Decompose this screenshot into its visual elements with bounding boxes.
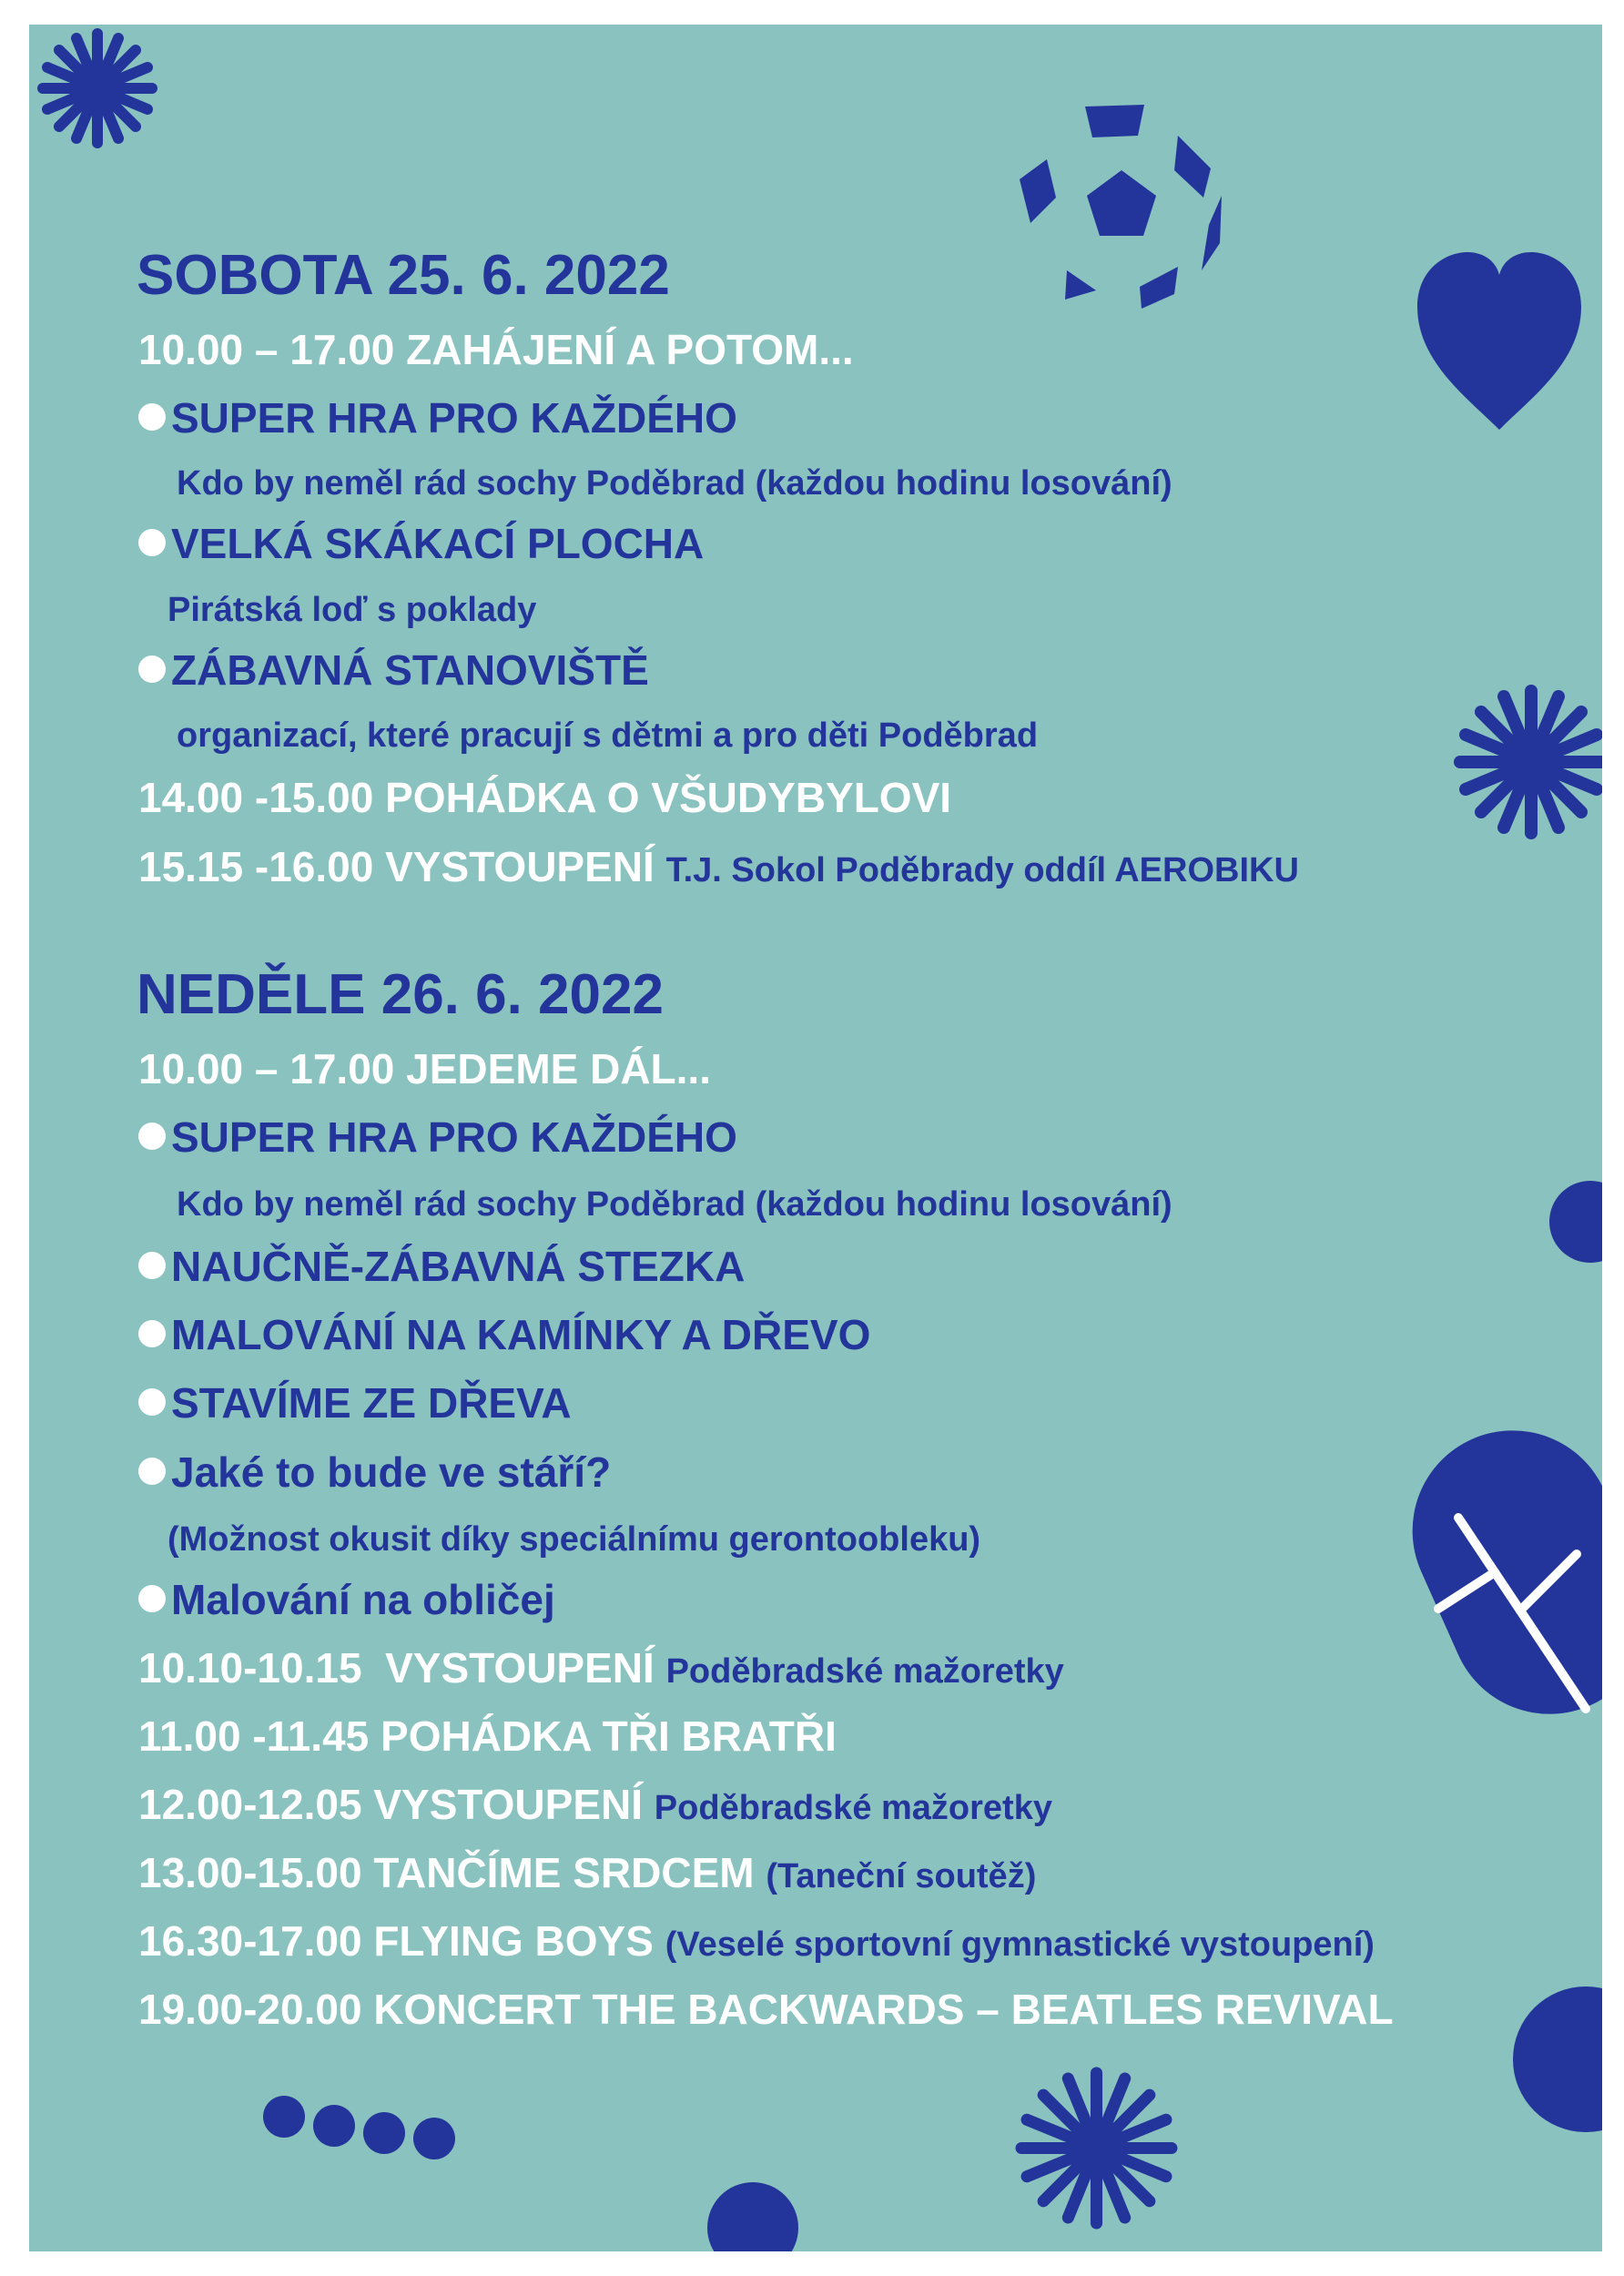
list-item: SUPER HRA PRO KAŽDÉHO — [138, 393, 737, 442]
program-title: POHÁDKA O VŠUDYBYLOVI — [385, 774, 952, 821]
program-title: POHÁDKA TŘI BRATŘI — [381, 1712, 837, 1760]
list-item: Jaké to bude ve stáří? — [138, 1448, 611, 1497]
bullet-icon — [138, 1585, 166, 1612]
program-note: Poděbradské mažoretky — [665, 1652, 1064, 1691]
program-time: 10.10-10.15 — [138, 1644, 362, 1692]
program-row — [138, 773, 951, 822]
program-row — [138, 842, 1299, 891]
program-note: Poděbradské mažoretky — [654, 1789, 1052, 1827]
program-time: 14.00 -15.00 — [138, 774, 374, 821]
bullet-icon — [138, 403, 166, 431]
bullet-icon — [138, 529, 166, 556]
program-time: 13.00-15.00 — [138, 1849, 362, 1896]
dot-icon — [1508, 1982, 1602, 2137]
list-item: SUPER HRA PRO KAŽDÉHO — [138, 1113, 737, 1162]
asterisk-flower-icon — [1012, 2064, 1181, 2232]
program-title: FLYING BOYS — [373, 1917, 654, 1965]
list-item: NAUČNĚ-ZÁBAVNÁ STEZKA — [138, 1242, 745, 1291]
program-title: TANČÍME SRDCEM — [373, 1849, 755, 1896]
poster — [29, 25, 1602, 2251]
list-item: Malování na obličej — [138, 1575, 555, 1624]
bullet-icon — [138, 1320, 166, 1347]
asterisk-flower-icon — [29, 25, 166, 152]
item-description: (Možnost okusit díky speciálnímu gerontoobleku) — [167, 1520, 981, 1559]
program-row — [138, 1712, 837, 1761]
program-row — [138, 1985, 1394, 2034]
program-row — [138, 1916, 1375, 1966]
dot-icon — [1531, 1176, 1602, 1267]
dot-icon — [261, 2091, 471, 2164]
bullet-icon — [138, 1123, 166, 1150]
item-description: organizací, které pracují s dětmi a pro děti Poděbrad — [177, 716, 1039, 755]
program-note: (Taneční soutěž) — [766, 1857, 1037, 1895]
program-row — [138, 1848, 1036, 1897]
program-time: 15.15 -16.00 — [138, 843, 374, 890]
list-item: VELKÁ SKÁKACÍ PLOCHA — [138, 519, 704, 568]
soccer-ball-icon — [1012, 97, 1231, 316]
list-item: MALOVÁNÍ NA KAMÍNKY A DŘEVO — [138, 1310, 870, 1359]
list-item: STAVÍME ZE DŘEVA — [138, 1378, 572, 1428]
sunday-heading: NEDĚLE 26. 6. 2022 — [137, 963, 664, 1026]
saturday-opening: 10.00 – 17.00 ZAHÁJENÍ A POTOM... — [138, 326, 854, 373]
asterisk-flower-icon — [1449, 680, 1602, 844]
bullet-icon — [138, 655, 166, 683]
program-title: VYSTOUPENÍ — [385, 1644, 655, 1692]
bullet-icon — [138, 1388, 166, 1416]
item-description: Kdo by neměl rád sochy Poděbrad (každou hodinu losování) — [177, 1185, 1172, 1224]
program-title: VYSTOUPENÍ — [373, 1781, 644, 1828]
program-time: 19.00-20.00 — [138, 1986, 362, 2033]
bullet-icon — [138, 1252, 166, 1279]
item-description: Pirátská loď s poklady — [167, 591, 537, 629]
list-item: ZÁBAVNÁ STANOVIŠTĚ — [138, 645, 649, 695]
program-note: T.J. Sokol Poděbrady oddíl AEROBIKU — [665, 851, 1299, 889]
heart-icon — [1413, 252, 1586, 434]
program-row — [138, 1643, 1064, 1692]
saturday-heading: SOBOTA 25. 6. 2022 — [137, 244, 670, 307]
program-time: 11.00 -11.45 — [138, 1712, 370, 1760]
program-time: 16.30-17.00 — [138, 1917, 362, 1965]
leaf-tree-icon — [1395, 1417, 1602, 1754]
sunday-opening: 10.00 – 17.00 JEDEME DÁL... — [138, 1045, 711, 1092]
bullet-icon — [138, 1458, 166, 1485]
program-row — [138, 1780, 1052, 1829]
program-time: 12.00-12.05 — [138, 1781, 362, 1828]
program-title: KONCERT THE BACKWARDS – BEATLES REVIVAL — [373, 1986, 1394, 2033]
program-note: (Veselé sportovní gymnastické vystoupení) — [665, 1925, 1375, 1964]
dot-icon — [703, 2178, 803, 2251]
item-description: Kdo by neměl rád sochy Poděbrad (každou hodinu losování) — [177, 464, 1172, 503]
program-title: VYSTOUPENÍ — [385, 843, 655, 890]
